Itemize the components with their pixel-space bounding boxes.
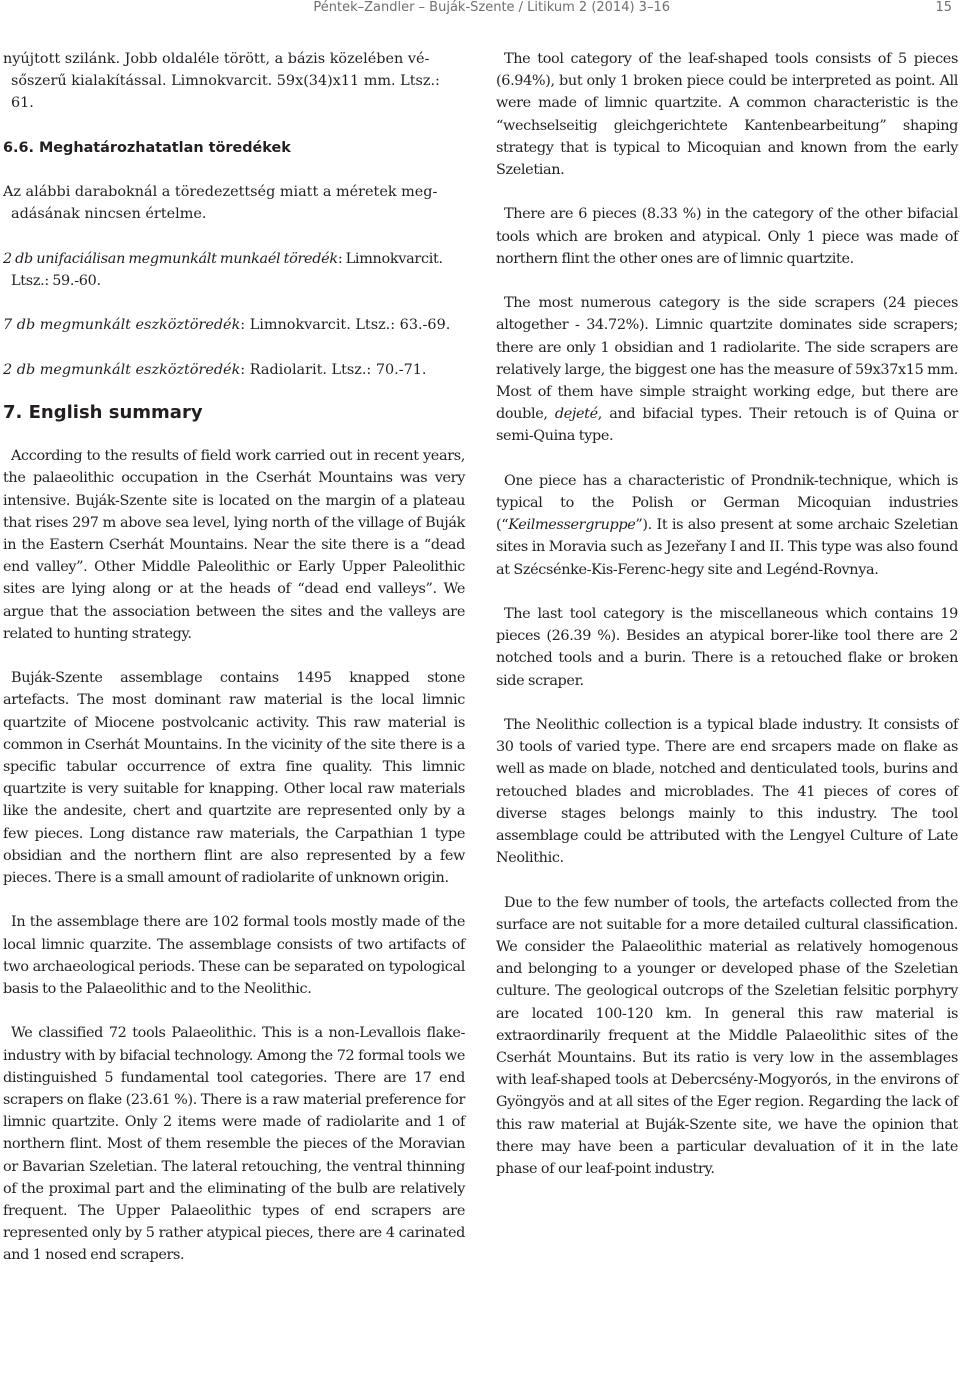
left-column [3,48,465,1289]
summary-paragraph-9: The last tool category is the miscellaneous which contains 19 pieces (26.39 %). Besides an atypical borer-like tool there are 2 notched tools and a burin. There is a retouched flake or broken side scraper. [496,606,958,689]
fragment-item-1-text: : Limnokvarcit. Ltsz.: 59.-60. [11,250,443,289]
page-header [0,0,960,30]
side-scrapers-text-b: , and bifacial types. Their retouch is of Quina or semi-Quina type. [496,406,958,445]
right-column [496,48,958,1202]
summary-paragraph-10: The Neolithic collection is a typical blade industry. It consists of 30 tools of varied type. There are end srcapers made on flake as well as made on blade, notched and denticulated tools, burins and retouched blades and microblades. The 41 pieces of cores of diverse stages belongs mainly to this industry. The tool assemblage could be attributed with the Lengyel Culture of Late Neolithic. [496,717,958,867]
fragment-item-2-text: : Limnokvarcit. Ltsz.: 63.-69. [240,317,451,334]
summary-paragraph-5: The tool category of the leaf-shaped tools consists of 5 pieces (6.94%), but only 1 broken piece could be interpreted as point. All were made of limnic quartzite. A common characteristic is the “wechselseitig gleichgerichtete Kantenbearbeitung” shaping strategy that is typical to Micoquian and known from the early Szeletian. [496,51,958,179]
subsection-heading-6-6: 6.6. Meghatározhatatlan töredékek [3,139,291,156]
summary-paragraph-1: According to the results of field work carried out in recent years, the palaeolithic occupation in the Cserhát Mountains was very intensive. Buják-Szente site is located on the margin of a plateau that rises 297 m above sea level, lying north of the village of Buják in the Eastern Cserhát Mountains. Near the site there is a “dead end valley”. Other Middle Paleolithic or Early Upper Paleolithic sites are lying along or at the heads of “dead end valleys”. We argue that the association between the sites and the valleys are related to hunting strategy. [3,448,465,642]
prondnik-term: Keilmessergruppe [508,517,636,534]
fragment-item-3 [3,359,465,381]
fragment-item-1 [3,248,465,292]
summary-paragraph-8 [496,470,958,581]
fragment-item-3-label: 2 db megmunkált eszköztöredék [3,361,241,378]
fragment-item-2-label: 7 db megmunkált eszköztöredék [3,317,241,334]
fragment-item-2 [3,314,465,336]
section-heading-english-summary: 7. English summary [3,402,203,424]
fragment-item-3-text: : Radiolarit. Ltsz.: 70.-71. [240,361,427,378]
prondnik-text-a: One piece has a characteristic of Prondnik-technique, which is typical to the Polish or German Micoquian industries (“ [496,472,958,534]
summary-paragraph-2: Buják-Szente assemblage contains 1495 knapped stone artefacts. The most dominant raw material is the local limnic quartzite of Miocene postvolcanic activity. This raw material is common in Cserhát Mountains. In the vicinity of the site there is a specific tabular occurrence of extra fine quality. This limnic quartzite is very suitable for knapping. Other local raw materials like the andesite, chert and quartzite are represented only by a few pieces. Long distance raw materials, the Carpathian 1 type obsidian and the northern flint are also represented by a few pieces. There is a small amount of radiolarite of unknown origin. [3,670,465,886]
summary-paragraph-3: In the assemblage there are 102 formal tools mostly made of the local limnic quarzite. The assemblage consists of two artifacts of two archaeological periods. These can be separated on typological basis to the Palaeolithic and to the Neolithic. [3,914,465,997]
page-number: 15 [935,0,952,15]
summary-paragraph-7 [496,292,958,447]
summary-paragraph-4: We classified 72 tools Palaeolithic. This is a non-Levallois flake-industry with by bifacial technology. Among the 72 formal tools we distinguished 5 fundamental tool categories. There are 17 end scrapers on flake (23.61 %). There is a raw material preference for limnic quartzite. Only 2 items were made of radiolarite and 1 of northern flint. Most of them resemble the pieces of the Moravian or Bavarian Szeletian. The lateral retouching, the ventral thinning of the proximal part and the eliminating of the bulb are relatively frequent. The Upper Palaeolithic types of end scrapers are represented only by 5 rather atypical pieces, there are 4 carinated and 1 nosed end scrapers. [3,1025,465,1264]
summary-paragraph-6: There are 6 pieces (8.33 %) in the category of the other bifacial tools which are broken and atypical. Only 1 piece was made of northern flint the other ones are of limnic quartzite. [496,206,958,267]
summary-paragraph-11: Due to the few number of tools, the artefacts collected from the surface are not suitable for a more detailed cultural classification. We consider the Palaeolithic material as relatively homogenous and belonging to a younger or developed phase of the Szeletian culture. The geological outcrops of the Szeletian felsitic porphyry are located 100-120 km. In general this raw material is extraordinarily frequent at the Middle Palaeolithic sites of the Cserhát Mountains. But its ratio is very low in the assemblages with leaf-shaped tools at Debercsény-Mogyorós, in the environs of Gyöngyös and at all sites of the Eger region. Regarding the lack of this raw material at Buják-Szente site, we have the opinion that there may have been a particular devaluation of it in the late phase of our leaf-point industry. [496,894,958,1178]
side-scrapers-text-a: The most numerous category is the side scrapers (24 pieces altogether - 34.72%). Limnic quartzite dominates side scrapers; there are only 1 obsidian and 1 radiolarite. The side scrapers are relatively large, the biggest one has the measure of 59x37x15 mm. Most of them have simple straight working edge, but there are double, [496,295,958,423]
running-title: Péntek–Zandler – Buják-Szente / Litikum 2 (2014) 3–16 [313,0,670,15]
side-scrapers-term: dejeté [554,406,598,423]
prondnik-text-b: ”). It is also present at some archaic Szeletian sites in Moravia such as Jezeřany I and II. This type was also found at Szécsénke-Kis-Ferenc-hegy site and Legénd-Rovnya. [496,517,958,578]
fragment-description: nyújtott szilánk. Jobb oldaléle törött, a bázis közelében vé-sőszerű kialakítással. Limnokvarcit. 59x(34)x11 mm. Ltsz.: 61. [3,51,440,112]
fragment-item-1-label: 2 db unifaciálisan megmunkált munkaél töredék [3,250,338,267]
fragments-intro: Az alábbi daraboknál a töredezettség miatt a méretek meg-adásának nincsen értelme. [3,184,438,223]
